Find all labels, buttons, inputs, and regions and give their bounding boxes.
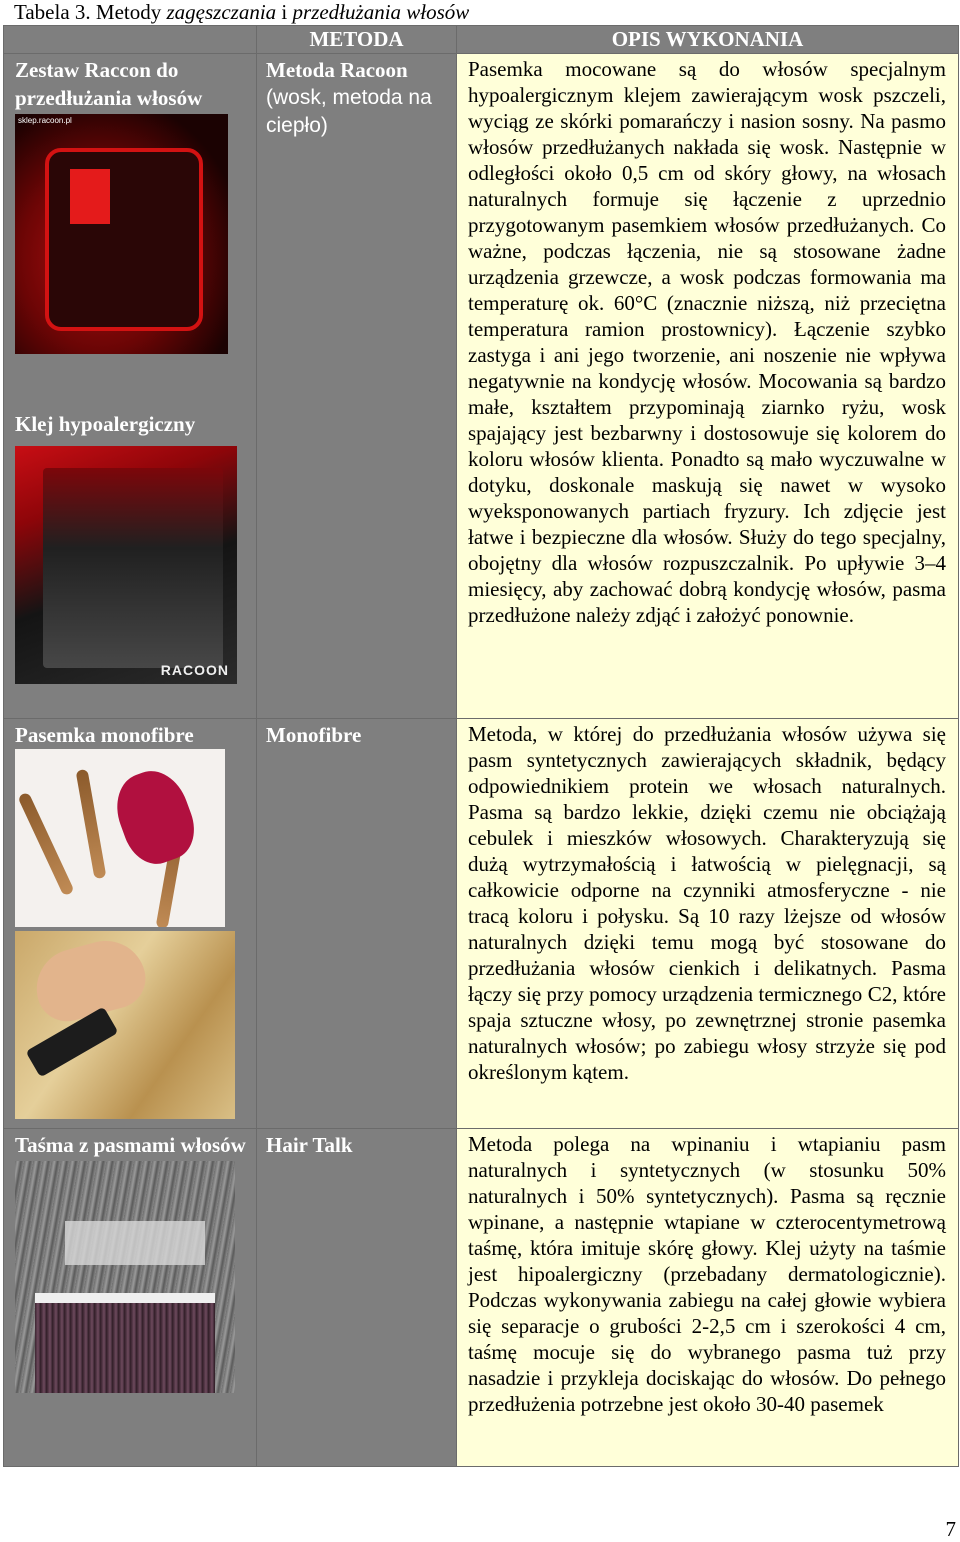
header-col-description: OPIS WYKONANIA bbox=[457, 26, 959, 54]
table-row bbox=[4, 54, 959, 719]
product-name: Taśma z pasmami włosów bbox=[15, 1133, 246, 1157]
product-cell bbox=[4, 54, 257, 719]
method-description: Pasemka mocowane są do włosów specjalnym hypoalergicznym klejem zawierającym wosk pszczeli, wyciąg ze skórki pomarańczy i nasion sosny. Na pasmo włosów przedłużanych nakłada się wosk. Następnie w odległości około 0,5 cm od skóry głowy, na włosach naturalnych formuje się łączenie z uprzednio przygotowanym pasemkiem włosów przedłużanych. Co ważne, podczas łączenia, nie są stosowane żadne urządzenia grzewcze, a wosk podczas formowania ma temperaturę ok. 60°C (znacznie niższą, niż przeciętna temperatura ramion prostownicy). Łączenie szybko zastyga i ani jego tworzenie, ani noszenie nie wpływa negatywnie na kondycję włosów. Mocowania są bardzo małe, kształtem przypominają ziarnko ryżu, wosk spajający jest bezbarwny i dostosowuje się kolorem do koloru włosów klienta. Ponadto są mało wyczuwalne w dotyku, doskonale maskują się nawet w wysoko wyeksponowanych partiach fryzury. Ich zdjęcie jest łatwe i bezpieczne dla włosów. Służy do tego specjalny, obojętny dla włosów rozpuszczalnik. Po upływie 3–4 miesięcy, aby zachować dobrą kondycję włosów, pasma przedłużone należy zdjąć i założyć ponownie. bbox=[468, 57, 946, 627]
description-cell bbox=[457, 1129, 959, 1467]
method-name: Metoda Racoon bbox=[266, 58, 408, 82]
monofibre-application-image bbox=[15, 931, 235, 1119]
tape-band-shape bbox=[65, 1221, 205, 1265]
racoon-kit-image bbox=[15, 114, 228, 354]
tape-sample-shape bbox=[35, 1293, 215, 1393]
product-name: Pasemka monofibre bbox=[15, 723, 194, 747]
product-name: Zestaw Raccon do przedłużania włosów bbox=[15, 58, 203, 110]
sponge-shape bbox=[106, 762, 203, 872]
caption-italic-1: zagęszczania bbox=[166, 0, 277, 24]
method-sub: (wosk, metoda na ciepło) bbox=[266, 86, 432, 137]
image-brand-label: RACOON bbox=[160, 662, 229, 678]
product-name-2: Klej hypoalergiczny bbox=[15, 412, 196, 436]
description-cell bbox=[457, 719, 959, 1129]
method-cell bbox=[257, 1129, 457, 1467]
header-col-method: METODA bbox=[257, 26, 457, 54]
method-cell bbox=[257, 54, 457, 719]
method-description: Metoda polega na wpinaniu i wtapianiu pasm naturalnych i syntetycznych (w stosunku 50% naturalnych i 50% syntetycznych). Pasma są ręcznie wpinane, a następnie wtapiane w czterocentymetrową taśmę, która imituje skórę głowy. Klej użyty na taśmie jest hipoalergiczny (przebadany dermatologicznie). Podczas wykonywania zabiegu na całej głowie wybiera się separacje o grubości 2-2,5 cm i szerokości 4 cm, taśmę mocuje się do wybranego pasma tuż przy nasadzie i przykleja dociskając do włosów. Do pełnego przedłużenia potrzebne jest około 30-40 pasemek bbox=[468, 1132, 946, 1416]
tape-extension-image bbox=[15, 1161, 235, 1393]
kit-case-shape bbox=[45, 148, 203, 331]
methods-table bbox=[3, 25, 959, 1467]
method-cell bbox=[257, 719, 457, 1129]
description-cell bbox=[457, 54, 959, 719]
method-name: Monofibre bbox=[266, 723, 362, 747]
method-name: Hair Talk bbox=[266, 1133, 353, 1157]
product-cell bbox=[4, 1129, 257, 1467]
product-cell bbox=[4, 719, 257, 1129]
header-col-product bbox=[4, 26, 257, 54]
table-row bbox=[4, 719, 959, 1129]
table-caption bbox=[14, 0, 469, 24]
caption-italic-2: przedłużania włosów bbox=[292, 0, 470, 24]
page-number: 7 bbox=[945, 1517, 956, 1541]
table-header-row bbox=[4, 26, 959, 54]
caption-mid: i bbox=[276, 0, 293, 24]
caption-prefix: Tabela 3. Metody bbox=[14, 0, 167, 24]
method-description: Metoda, w której do przedłużania włosów używa się pasm syntetycznych zawierających składnik, będący odpowiednikiem protein we włosach naturalnych. Pasma są bardzo lekkie, dzięki czemu nie obciążają cebulek i mieszków włosowych. Charakteryzują się dużą wytrzymałością i łatwością w pielęgnacji, są całkowicie odporne na czynniki atmosferyczne - nie tracą koloru i połysku. Są 10 razy lżejsze od włosów naturalnych dzięki temu mogą być stosowane do przedłużania włosów cienkich i delikatnych. Pasma łączy się przy pomocy urządzenia termicznego C2, które spaja sztuczne włosy, po zewnętrznej stronie pasemka naturalnych włosów; po zabiegu włosy strzyże się pod określonym kątem. bbox=[468, 722, 946, 1084]
glue-pouch-image bbox=[15, 446, 237, 684]
pouch-shape bbox=[43, 468, 223, 668]
image-site-label: sklep.racoon.pl bbox=[18, 116, 72, 125]
monofibre-strands-image bbox=[15, 749, 225, 927]
table-row bbox=[4, 1129, 959, 1467]
kit-box-shape bbox=[70, 169, 110, 224]
